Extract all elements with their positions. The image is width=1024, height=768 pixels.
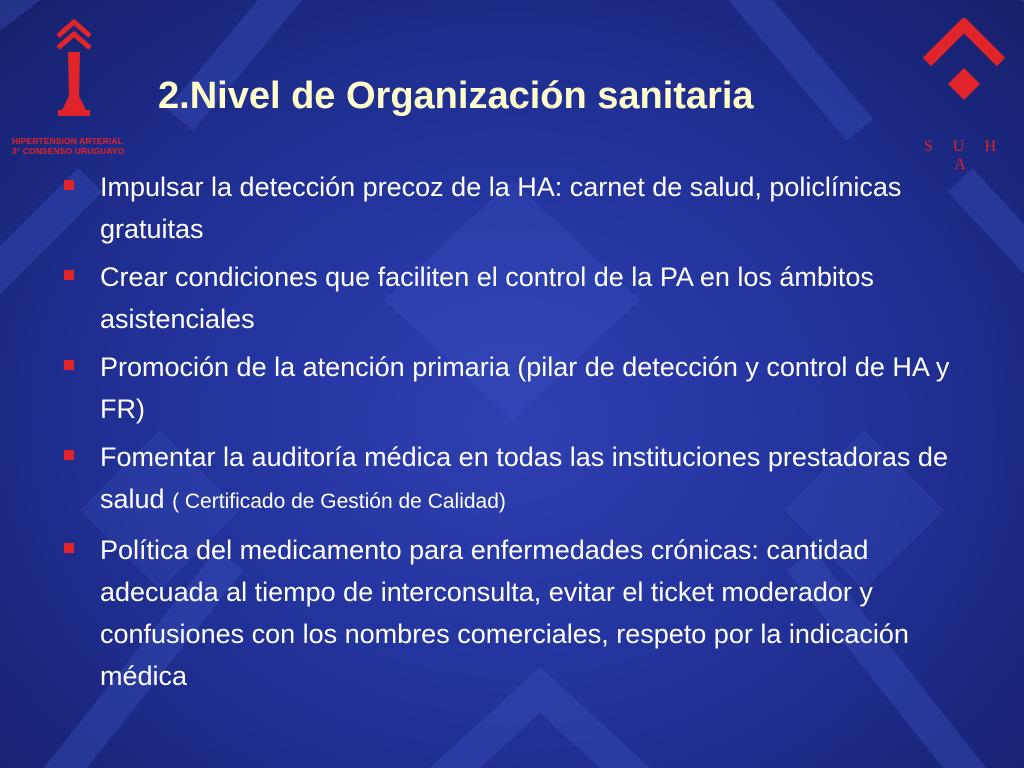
- bullet-text: Política del medicamento para enfermedades crónicas: cantidad adecuada al tiempo de interconsulta, evitar el ticket moderador y confusiones con los nombres comerciales, respeto por la indicación médica: [100, 535, 909, 691]
- bullet-text: Crear condiciones que faciliten el control de la PA en los ámbitos asistenciales: [100, 262, 874, 334]
- logo-hipertension-arterial: [8, 18, 138, 156]
- logo-suha: [916, 18, 1012, 173]
- suha-chevron-diamond-icon: [921, 18, 1007, 104]
- bullet-square-icon: [64, 360, 74, 370]
- bullet-item: [62, 166, 962, 250]
- logo-left-line1: HIPERTENSION ARTERIAL: [12, 136, 123, 146]
- bullet-item: [62, 436, 962, 523]
- logo-right-text: S U H A: [923, 138, 1004, 173]
- bullet-item: [62, 529, 962, 697]
- bullet-square-icon: [64, 270, 74, 280]
- bullet-list: [62, 166, 962, 703]
- bullet-item: [62, 346, 962, 430]
- bullet-text: Fomentar la auditoría médica en todas las instituciones prestadoras de salud: [100, 442, 948, 514]
- logo-left-line2: 3° CONSENSO URUGUAYO: [12, 146, 125, 156]
- slide-title: 2.Nivel de Organización sanitaria: [158, 75, 754, 117]
- bullet-item: [62, 256, 962, 340]
- bullet-note: ( Certificado de Gestión de Calidad): [172, 490, 506, 513]
- bullet-square-icon: [64, 180, 74, 190]
- bullet-square-icon: [64, 543, 74, 553]
- bullet-text: Promoción de la atención primaria (pilar de detección y control de HA y FR): [100, 352, 950, 424]
- bullet-text: Impulsar la detección precoz de la HA: carnet de salud, policlínicas gratuitas: [100, 172, 902, 244]
- bullet-square-icon: [64, 450, 74, 460]
- logo-figure-icon: [46, 18, 102, 118]
